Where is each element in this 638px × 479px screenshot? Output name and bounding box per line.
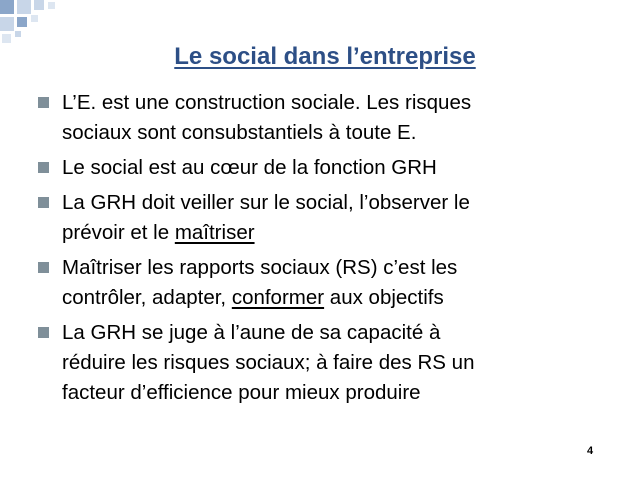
- bullet-text: La GRH se juge à l’aune de sa capacité à: [62, 321, 441, 344]
- bullet-line: [62, 118, 603, 148]
- bullet-line: [62, 378, 603, 408]
- square-bullet-icon: [38, 262, 49, 273]
- bullet-text: Maîtriser les rapports sociaux (RS) c’est les: [62, 256, 458, 279]
- bullet-line: [62, 348, 603, 378]
- bullet-line: [62, 253, 603, 283]
- underlined-word: maîtriser: [174, 221, 255, 244]
- bullet-text: L’E. est une construction sociale. Les risques: [62, 91, 472, 114]
- slide-title-container: [0, 40, 638, 74]
- bullet-text: Le social est au cœur de la fonction GRH: [62, 156, 437, 179]
- page-number: 4: [587, 445, 594, 457]
- bullet-list: [38, 88, 603, 413]
- bullet-line: [62, 283, 603, 313]
- bullet-text: aux objectifs: [324, 286, 444, 309]
- slide-title: Le social dans l’entreprise: [174, 43, 476, 70]
- bullet-line: [62, 188, 603, 218]
- bullet-text: réduire les risques sociaux; à faire des RS un: [62, 351, 475, 374]
- bullet-text: facteur d’efficience pour mieux produire: [62, 381, 421, 404]
- square-bullet-icon: [38, 162, 49, 173]
- bullet-text: contrôler, adapter,: [62, 286, 232, 309]
- bullet-text: sociaux sont consubstantiels à toute E.: [62, 121, 417, 144]
- bullet-item: [38, 188, 603, 248]
- square-bullet-icon: [38, 97, 49, 108]
- bullet-text: La GRH doit veiller sur le social, l’observer le: [62, 191, 470, 214]
- bullet-item: [38, 153, 603, 183]
- underlined-word: conformer: [231, 286, 325, 309]
- bullet-item: [38, 253, 603, 313]
- bullet-line: [62, 88, 603, 118]
- bullet-item: [38, 318, 603, 408]
- bullet-item: [38, 88, 603, 148]
- bullet-line: [62, 318, 603, 348]
- bullet-line: [62, 153, 603, 183]
- corner-decoration: [0, 0, 70, 45]
- square-bullet-icon: [38, 327, 49, 338]
- bullet-line: [62, 218, 603, 248]
- bullet-text: prévoir et le: [62, 221, 175, 244]
- square-bullet-icon: [38, 197, 49, 208]
